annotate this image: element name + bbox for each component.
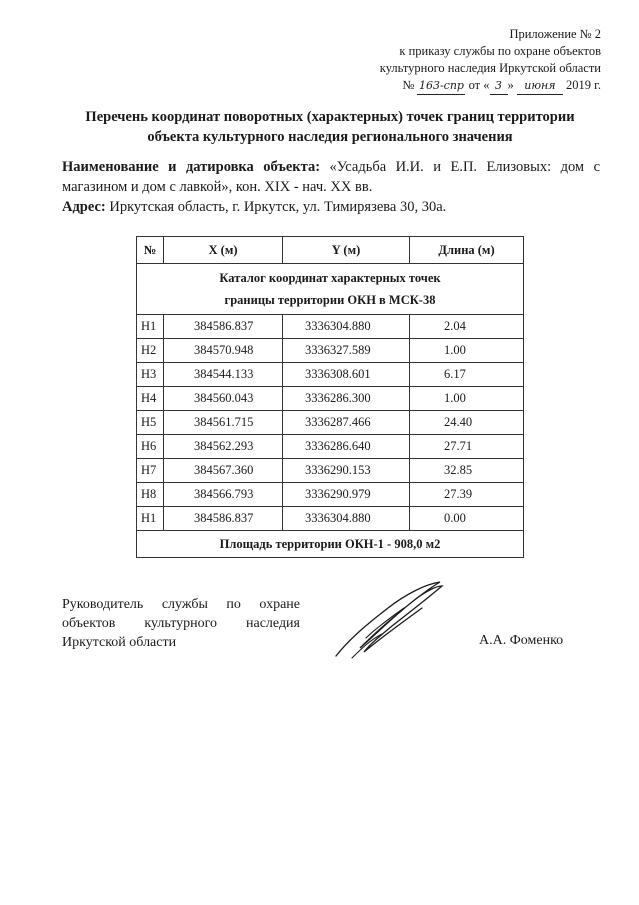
order-no-value: 163-спр (417, 77, 465, 95)
segment-length: 32.85 (410, 459, 524, 483)
point-y: 3336327.589 (283, 339, 410, 363)
object-name-label: Наименование и датировка объекта: (62, 159, 321, 175)
point-id: Н8 (137, 483, 164, 507)
point-id: Н7 (137, 459, 164, 483)
point-x: 384562.293 (164, 435, 283, 459)
territory-area: Площадь территории ОКН-1 - 908,0 м2 (137, 531, 524, 558)
point-id: Н5 (137, 411, 164, 435)
point-y: 3336304.880 (283, 507, 410, 531)
coordinates-table (136, 236, 524, 558)
point-y: 3336304.880 (283, 315, 410, 339)
document-title (40, 107, 620, 147)
object-address-value: Иркутская область, г. Иркутск, ул. Тимирязева 30, 30а. (109, 199, 447, 215)
point-x: 384586.837 (164, 507, 283, 531)
segment-length: 1.00 (410, 339, 524, 363)
signatory-position: Руководитель службы по охране объектов культурного наследия Иркутской области (62, 597, 300, 650)
order-month: июня (517, 77, 563, 95)
order-day-close: » (507, 78, 514, 92)
point-y: 3336290.153 (283, 459, 410, 483)
table-caption-row (137, 264, 524, 315)
segment-length: 0.00 (410, 507, 524, 531)
title-line-1: Перечень координат поворотных (характерных) точек границ территории (85, 109, 575, 125)
handwritten-signature (330, 578, 448, 660)
table-row (137, 411, 524, 435)
table-row (137, 459, 524, 483)
point-id: Н1 (137, 315, 164, 339)
order-year: 2019 г. (566, 78, 601, 92)
table-row (137, 387, 524, 411)
object-address-label: Адрес: (62, 199, 106, 215)
table-row (137, 507, 524, 531)
point-y: 3336286.640 (283, 435, 410, 459)
segment-length: 27.71 (410, 435, 524, 459)
segment-length: 27.39 (410, 483, 524, 507)
table-header-row (137, 237, 524, 264)
caption-line-1: Каталог координат характерных точек (219, 271, 441, 285)
segment-length: 24.40 (410, 411, 524, 435)
order-from-label: от « (468, 78, 490, 92)
point-y: 3336290.979 (283, 483, 410, 507)
order-number-date (341, 77, 601, 95)
table-row (137, 363, 524, 387)
title-line-2: объекта культурного наследия регионального значения (147, 129, 513, 145)
header-x: X (м) (164, 237, 283, 264)
header-y: Y (м) (283, 237, 410, 264)
point-x: 384561.715 (164, 411, 283, 435)
table-row (137, 483, 524, 507)
table-row (137, 315, 524, 339)
point-id: Н4 (137, 387, 164, 411)
point-id: Н6 (137, 435, 164, 459)
object-name-value: «Усадьба И.И. и Е.П. Елизовых: дом с магазином и дом с лавкой», кон. XIX - нач. XX вв. (62, 159, 601, 195)
point-x: 384544.133 (164, 363, 283, 387)
segment-length: 1.00 (410, 387, 524, 411)
appendix-authority: культурного наследия Иркутской области (379, 61, 601, 75)
point-id: Н1 (137, 507, 164, 531)
point-x: 384586.837 (164, 315, 283, 339)
point-id: Н3 (137, 363, 164, 387)
point-id: Н2 (137, 339, 164, 363)
point-x: 384567.360 (164, 459, 283, 483)
header-length: Длина (м) (410, 237, 524, 264)
table-row (137, 435, 524, 459)
caption-line-2: границы территории ОКН в МСК-38 (224, 293, 436, 307)
point-y: 3336287.466 (283, 411, 410, 435)
segment-length: 6.17 (410, 363, 524, 387)
appendix-header (341, 26, 601, 95)
object-address (62, 197, 600, 217)
header-number: № (137, 237, 164, 264)
table-caption (137, 264, 524, 315)
appendix-order-ref: к приказу службы по охране объектов (399, 44, 601, 58)
object-name (62, 157, 600, 197)
signatory-name: А.А. Фоменко (479, 633, 564, 648)
appendix-number: Приложение № 2 (509, 27, 601, 41)
order-no-label: № (402, 78, 415, 92)
point-x: 384560.043 (164, 387, 283, 411)
table-row (137, 339, 524, 363)
order-day: 3 (490, 77, 508, 95)
segment-length: 2.04 (410, 315, 524, 339)
point-x: 384566.793 (164, 483, 283, 507)
table-footer-row (137, 531, 524, 558)
object-info (62, 157, 600, 217)
point-x: 384570.948 (164, 339, 283, 363)
point-y: 3336286.300 (283, 387, 410, 411)
point-y: 3336308.601 (283, 363, 410, 387)
